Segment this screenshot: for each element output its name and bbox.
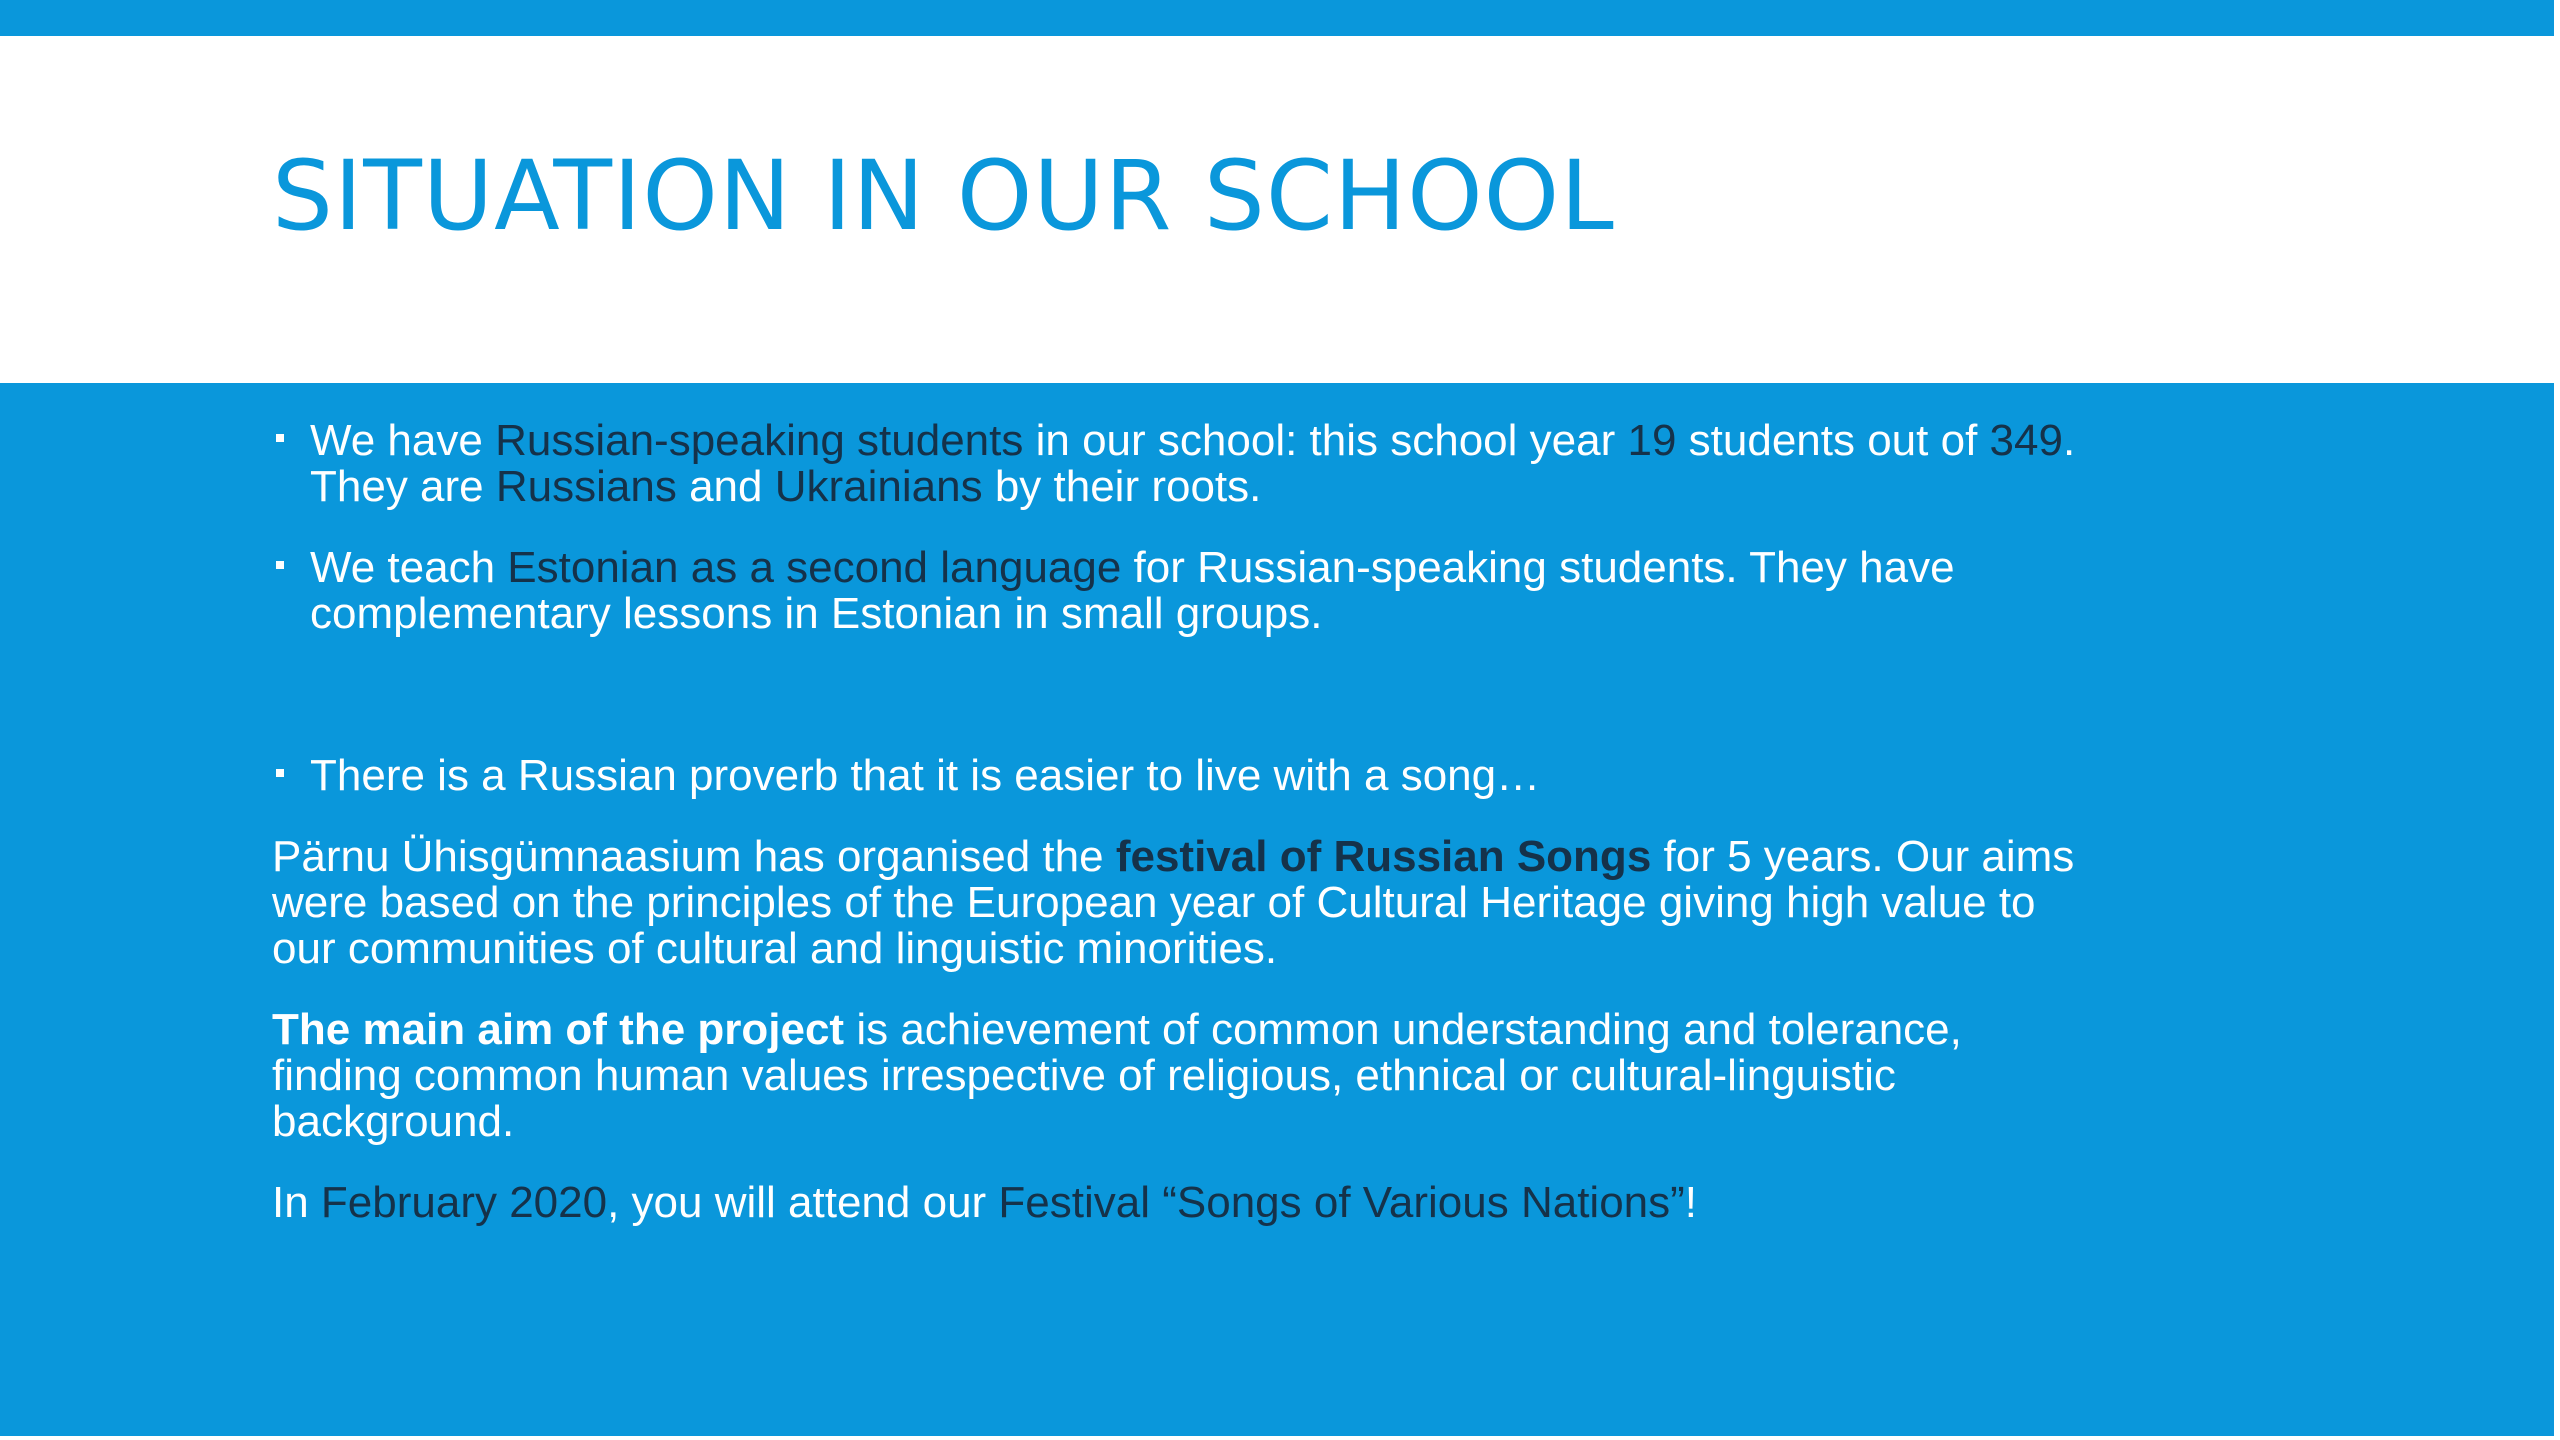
paragraph-main-aim — [272, 1007, 2272, 1145]
paragraph-text: finding common human values irrespective of religious, ethnical or cultural-linguistic — [272, 1051, 1896, 1100]
emphasis-text: Russians — [495, 462, 677, 511]
paragraph-text: were based on the principles of the European year of Cultural Heritage giving high value to — [272, 878, 2036, 927]
bullet-text: in our school: this school year — [1023, 416, 1628, 465]
bullet-estonian-lessons — [272, 545, 2272, 637]
bottom-edge-strip — [0, 1436, 2560, 1440]
total-student-count: 349 — [1989, 416, 2063, 465]
bullet-text: We teach — [310, 543, 508, 592]
paragraph-invitation — [272, 1180, 2272, 1226]
student-count: 19 — [1627, 416, 1677, 465]
paragraph-text: our communities of cultural and linguistic minorities. — [272, 924, 1278, 973]
bullet-text: and — [676, 462, 775, 511]
emphasis-text: Ukrainians — [774, 462, 983, 511]
bullet-square-icon — [276, 561, 284, 569]
bullet-text: for Russian-speaking students. They have — [1121, 543, 1955, 592]
paragraph-text: ! — [1684, 1178, 1698, 1227]
right-edge-strip — [2554, 0, 2560, 1440]
bullet-russian-speaking-students — [272, 418, 2272, 510]
paragraph-text: for 5 years. Our aims — [1651, 832, 2075, 881]
emphasis-text: The main aim of the project — [272, 1005, 845, 1054]
slide-title: SITUATION IN OUR SCHOOL — [272, 140, 1615, 252]
emphasis-text: Russian-speaking students — [495, 416, 1024, 465]
bullet-text: They are — [310, 462, 496, 511]
paragraph-text: , you will attend our — [607, 1178, 999, 1227]
bullet-square-icon — [276, 434, 284, 442]
bullet-text: . — [2062, 416, 2076, 465]
paragraph-festival — [272, 834, 2272, 972]
bullet-russian-proverb — [272, 753, 2272, 799]
bullet-text: by their roots. — [982, 462, 1262, 511]
emphasis-text: Estonian as a second language — [507, 543, 1122, 592]
slide-body — [272, 418, 2272, 1226]
bullet-text: There is a Russian proverb that it is easier to live with a song… — [310, 751, 1541, 800]
emphasis-text: festival of Russian Songs — [1115, 832, 1652, 881]
paragraph-text: background. — [272, 1097, 515, 1146]
paragraph-text: In — [272, 1178, 321, 1227]
paragraph-text: Pärnu Ühisgümnaasium has organised the — [272, 832, 1116, 881]
paragraph-text: is achievement of common understanding and tolerance, — [844, 1005, 1962, 1054]
emphasis-text: February 2020 — [320, 1178, 608, 1227]
bullet-text: We have — [310, 416, 496, 465]
bullet-square-icon — [276, 769, 284, 777]
bullet-text: complementary lessons in Estonian in small groups. — [310, 589, 1323, 638]
emphasis-text: Festival “Songs of Various Nations” — [998, 1178, 1685, 1227]
bullet-text: students out of — [1676, 416, 1990, 465]
